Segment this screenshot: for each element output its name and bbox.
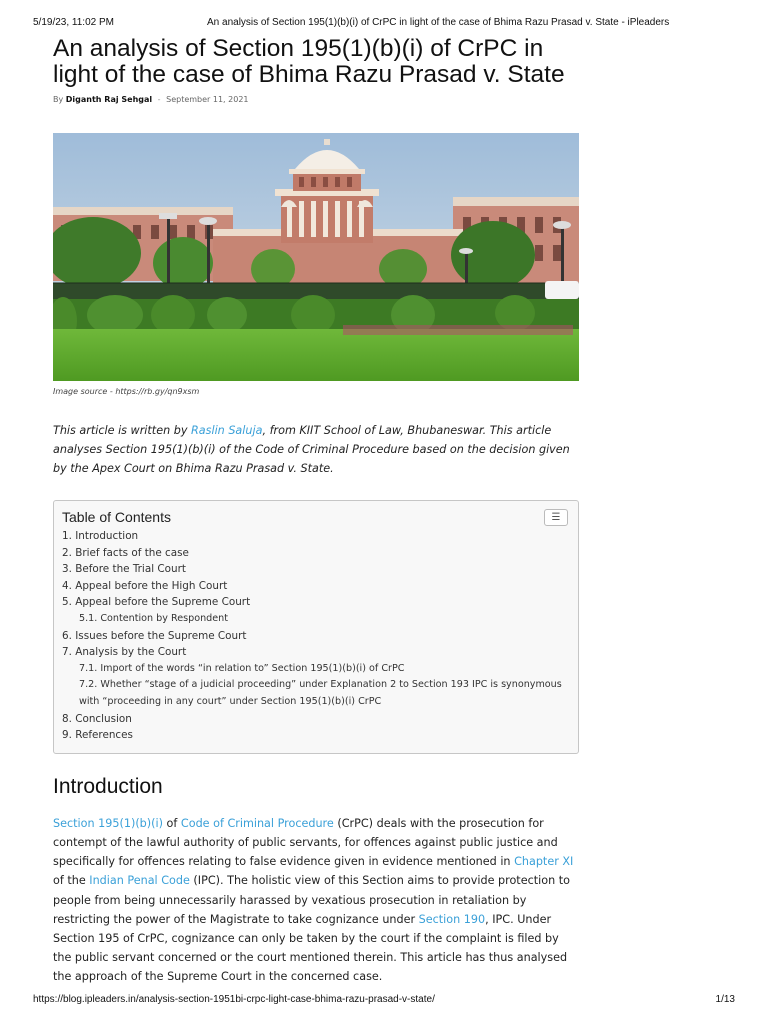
intro-text-1: This article is written by <box>53 424 191 437</box>
toc-list <box>62 528 570 744</box>
page-number: 1/13 <box>715 994 735 1005</box>
toc-title: Table of Contents <box>62 509 171 525</box>
image-caption: Image source - https://rb.gy/qn9xsm <box>53 387 200 396</box>
author-profile-link[interactable]: Raslin Saluja <box>191 424 263 437</box>
body-text: , IPC. Under Section 195 of CrPC, cognizance can only be taken by the court if the complaint is filed by the public servant concerned or the court mentioned therein. This article has thus analysed the approach of the Supreme Court in the concerned case. <box>53 912 568 984</box>
body-text: of the <box>53 874 90 888</box>
toc-subitem[interactable]: 7.1. Import of the words “in relation to” Section 195(1)(b)(i) of CrPC <box>79 662 405 674</box>
section-190-link[interactable]: Section 190 <box>418 912 486 926</box>
article-content <box>53 36 579 987</box>
intro-paragraph <box>53 421 579 478</box>
print-url: https://blog.ipleaders.in/analysis-section-1951bi-crpc-light-case-bhima-razu-prasad-v-state/ <box>33 994 435 1005</box>
print-page-title: An analysis of Section 195(1)(b)(i) of CrPC in light of the case of Bhima Razu Prasad v. State - iPleaders <box>207 17 670 28</box>
author-link[interactable]: Diganth Raj Sehgal <box>65 95 153 104</box>
article-title: An analysis of Section 195(1)(b)(i) of CrPC in light of the case of Bhima Razu Prasad v. State <box>53 35 565 88</box>
toc-item[interactable]: 1. Introduction <box>62 530 139 542</box>
toc-subitem[interactable]: 7.2. Whether “stage of a judicial proceeding” under Explanation 2 to Section 193 IPC is synonymous with “proceeding in any court” under Section 195(1)(b)(i) CrPC <box>79 679 562 707</box>
toc-item[interactable]: 6. Issues before the Supreme Court <box>62 629 247 642</box>
supreme-court-building-image <box>53 133 579 381</box>
toc-item[interactable]: 3. Before the Trial Court <box>62 563 186 576</box>
toc-subitem[interactable]: 5.1. Contention by Respondent <box>79 612 229 624</box>
toc-item[interactable]: 2. Brief facts of the case <box>62 546 189 559</box>
print-date: 5/19/23, 11:02 PM <box>33 17 114 28</box>
chapter-xi-link[interactable]: Chapter XI <box>514 855 574 869</box>
toc-item[interactable]: 7. Analysis by the Court <box>62 646 187 659</box>
list-toggle-icon: ☰ <box>551 511 561 523</box>
body-text: of <box>163 816 181 830</box>
toc-item[interactable]: 9. References <box>62 729 133 742</box>
toc-item[interactable]: 4. Appeal before the High Court <box>62 579 228 592</box>
hero-image <box>53 133 579 381</box>
publish-date: September 11, 2021 <box>166 95 249 104</box>
ipc-link[interactable]: Indian Penal Code <box>89 874 190 888</box>
body-text: (CrPC) deals with the prosecution for contempt of the lawful authority of public servants, for offences against public justice and specifically for offences relating to false evidence given in evidence mentioned in <box>53 816 558 869</box>
toc-toggle-button[interactable] <box>544 509 568 526</box>
toc-item[interactable]: 5. Appeal before the Supreme Court <box>62 596 251 609</box>
toc-item[interactable]: 8. Conclusion <box>62 712 132 725</box>
introduction-paragraph <box>53 814 579 987</box>
byline-separator: - <box>157 95 161 104</box>
table-of-contents <box>53 500 579 754</box>
crpc-link[interactable]: Code of Criminal Procedure <box>180 816 334 830</box>
section-heading-introduction: Introduction <box>53 774 163 798</box>
body-text: (IPC). The holistic view of this Section aims to provide protection to people from being unnecessarily harassed by vexatious prosecution in retaliation by restricting the power of the Magistrate to take cognizance under <box>53 874 570 926</box>
byline <box>53 95 579 104</box>
byline-by: By <box>53 95 64 104</box>
section-195-link[interactable]: Section 195(1)(b)(i) <box>53 816 163 830</box>
intro-text-2: , from KIIT School of Law, Bhubaneswar. This article analyses Section 195(1)(b)(i) of the Code of Criminal Procedure based on the decision given by the Apex Court on Bhima Razu Prasad v. State. <box>53 424 570 475</box>
